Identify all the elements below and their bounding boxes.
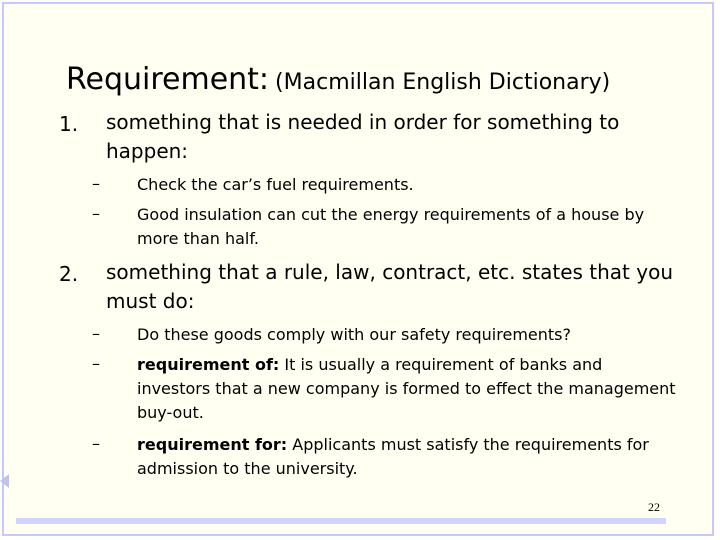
slide (2, 2, 714, 536)
example-text: Do these goods comply with our safety requirements? (137, 325, 571, 344)
example-text: Good insulation can cut the energy requirements of a house by more than half. (137, 205, 645, 248)
definition-1-text: something that is needed in order for something to happen: (106, 110, 620, 163)
definition-2-text: something that a rule, law, contract, etc. states that you must do: (106, 260, 673, 313)
example-text: It is usually a requirement of banks and investors that a new company is formed to effect the management buy-out. (137, 355, 676, 422)
example-1-2 (137, 203, 677, 251)
example-2-2 (137, 353, 677, 425)
example-2-3 (137, 433, 677, 481)
example-text: Check the car’s fuel requirements. (137, 175, 414, 194)
example-2-1 (137, 323, 677, 347)
title-main: Requirement: (66, 62, 270, 97)
example-bullet: – (92, 354, 100, 373)
previous-slide-arrow-icon[interactable] (0, 474, 9, 488)
example-term: requirement of: (137, 355, 280, 374)
example-term: requirement for: (137, 435, 288, 454)
definition-1-number: 1. (59, 112, 79, 136)
example-bullet: – (92, 204, 100, 223)
example-text: Applicants must satisfy the requirements for admission to the university. (137, 435, 649, 478)
slide-title (66, 62, 610, 97)
example-1-1 (137, 173, 677, 197)
page-number: 22 (648, 500, 660, 514)
example-bullet: – (92, 324, 100, 343)
example-bullet: – (92, 174, 100, 193)
example-bullet: – (92, 434, 100, 453)
title-source: (Macmillan English Dictionary) (275, 70, 611, 95)
definition-2-number: 2. (59, 262, 79, 286)
footer-bar (16, 518, 666, 524)
